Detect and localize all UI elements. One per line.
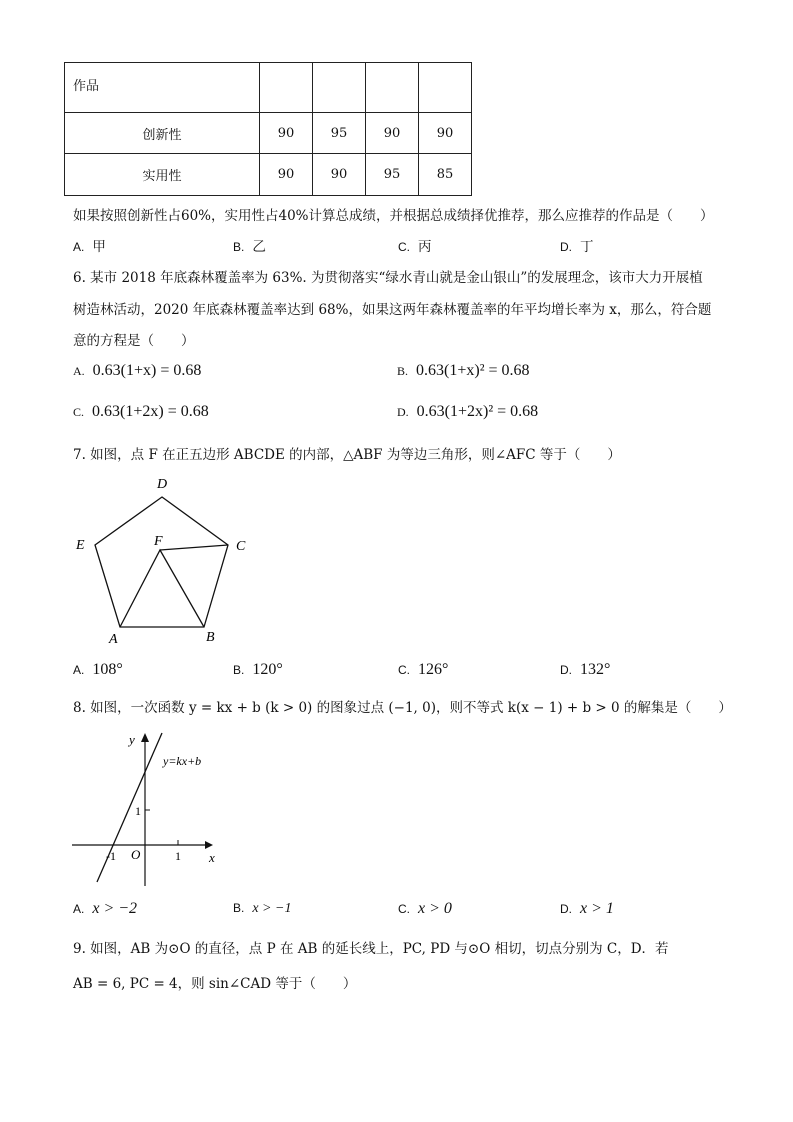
option-equation: 0.63(1+x) = 0.68: [92, 362, 202, 379]
line-label: y=kx+b: [163, 754, 202, 768]
tick-label-y1: 1: [135, 804, 141, 818]
table-cell: 90: [260, 113, 313, 154]
table-header-cell: 作品: [65, 63, 260, 113]
q7-option-c[interactable]: [398, 661, 448, 679]
x-axis-label: x: [209, 850, 215, 865]
option-text: 108°: [92, 661, 123, 678]
origin-label: O: [131, 847, 141, 862]
option-letter: D.: [560, 902, 572, 916]
option-text: 120°: [252, 661, 283, 678]
table-cell: 85: [419, 154, 472, 196]
label-e: E: [76, 538, 85, 553]
q8-option-c[interactable]: [398, 900, 452, 918]
q8-stem: 8. 如图，一次函数 y = kx + b (k > 0) 的图象过点 (−1, 0)，则不等式 k(x − 1) + b > 0 的解集是（ ）: [73, 700, 732, 716]
q8-option-b[interactable]: [233, 900, 291, 917]
row-label: 实用性: [65, 154, 260, 196]
triangle-abf: [120, 550, 204, 627]
option-letter: B.: [233, 663, 245, 677]
option-letter: A.: [73, 663, 85, 677]
option-letter: C.: [398, 663, 410, 677]
option-letter: C.: [398, 902, 410, 916]
label-c: C: [236, 539, 246, 554]
q6-stem-line2: 树造林活动，2020 年底森林覆盖率达到 68%，如果这两年森林覆盖率的年平均增长率为 x，那么，符合题: [73, 302, 712, 318]
option-equation: 0.63(1+2x)² = 0.68: [416, 403, 539, 420]
option-letter: C.: [73, 405, 85, 419]
table-cell: 90: [419, 113, 472, 154]
table-cell: 95: [366, 154, 419, 196]
option-text: 甲: [92, 239, 106, 255]
q7-option-b[interactable]: [233, 661, 283, 679]
q8-option-a[interactable]: [73, 900, 137, 918]
label-d: D: [157, 477, 168, 492]
tick-label-neg1: -1: [106, 849, 116, 863]
q6-stem-line1: 6. 某市 2018 年底森林覆盖率为 63%. 为贯彻落实“绿水青山就是金山银山”的发展理念，该市大力开展植: [73, 270, 703, 286]
q6-stem-line3: 意的方程是（ ）: [73, 333, 195, 349]
option-letter: B.: [233, 240, 245, 254]
option-letter: D.: [397, 405, 409, 419]
q8-option-d[interactable]: [560, 900, 614, 918]
option-text: x > −2: [92, 900, 138, 917]
option-letter: A.: [73, 240, 85, 254]
option-letter: C.: [398, 240, 410, 254]
option-text: x > −1: [252, 901, 292, 916]
option-text: 乙: [252, 239, 266, 255]
label-a: A: [109, 632, 118, 647]
option-letter: A.: [73, 364, 85, 378]
tick-label-x1: 1: [175, 849, 181, 863]
option-letter: D.: [560, 663, 572, 677]
q7-option-a[interactable]: [73, 661, 123, 679]
option-text: x > 0: [418, 900, 452, 917]
option-letter: B.: [397, 364, 409, 378]
table-cell: 90: [260, 154, 313, 196]
option-equation: 0.63(1+x)² = 0.68: [416, 362, 530, 379]
option-equation: 0.63(1+2x) = 0.68: [92, 403, 209, 420]
option-letter: B.: [233, 901, 245, 915]
segment-fc: [160, 545, 228, 550]
q9-stem-line1: 9. 如图，AB 为⊙O 的直径，点 P 在 AB 的延长线上，PC, PD 与⊙O 相切，切点分别为 C，D．若: [73, 941, 669, 957]
option-letter: A.: [73, 902, 85, 916]
label-f: F: [154, 534, 163, 549]
option-text: 丙: [418, 239, 432, 255]
option-text: 132°: [580, 661, 611, 678]
option-letter: D.: [560, 240, 572, 254]
x-axis-arrow: [205, 841, 213, 849]
q9-stem-line2: AB = 6, PC = 4，则 sin∠CAD 等于（ ）: [73, 976, 357, 992]
row-label: 创新性: [65, 113, 260, 154]
y-axis-label: y: [129, 732, 135, 747]
table-cell: 90: [366, 113, 419, 154]
table-cell: 95: [313, 113, 366, 154]
option-text: 丁: [580, 239, 594, 255]
pentagon-abcde: [95, 497, 228, 627]
option-text: 126°: [418, 661, 449, 678]
q7-stem: 7. 如图，点 F 在正五边形 ABCDE 的内部，△ABF 为等边三角形，则∠AFC 等于（ ）: [73, 447, 621, 463]
label-b: B: [206, 630, 215, 645]
option-text: x > 1: [580, 900, 614, 917]
table-cell: 90: [313, 154, 366, 196]
linear-function-graph: [72, 732, 215, 886]
q5-stem: 如果按照创新性占60%，实用性占40%计算总成绩，并根据总成绩择优推荐，那么应推荐的作品是（ ）: [73, 208, 714, 224]
y-axis-arrow: [141, 733, 149, 742]
q7-option-d[interactable]: [560, 661, 610, 679]
